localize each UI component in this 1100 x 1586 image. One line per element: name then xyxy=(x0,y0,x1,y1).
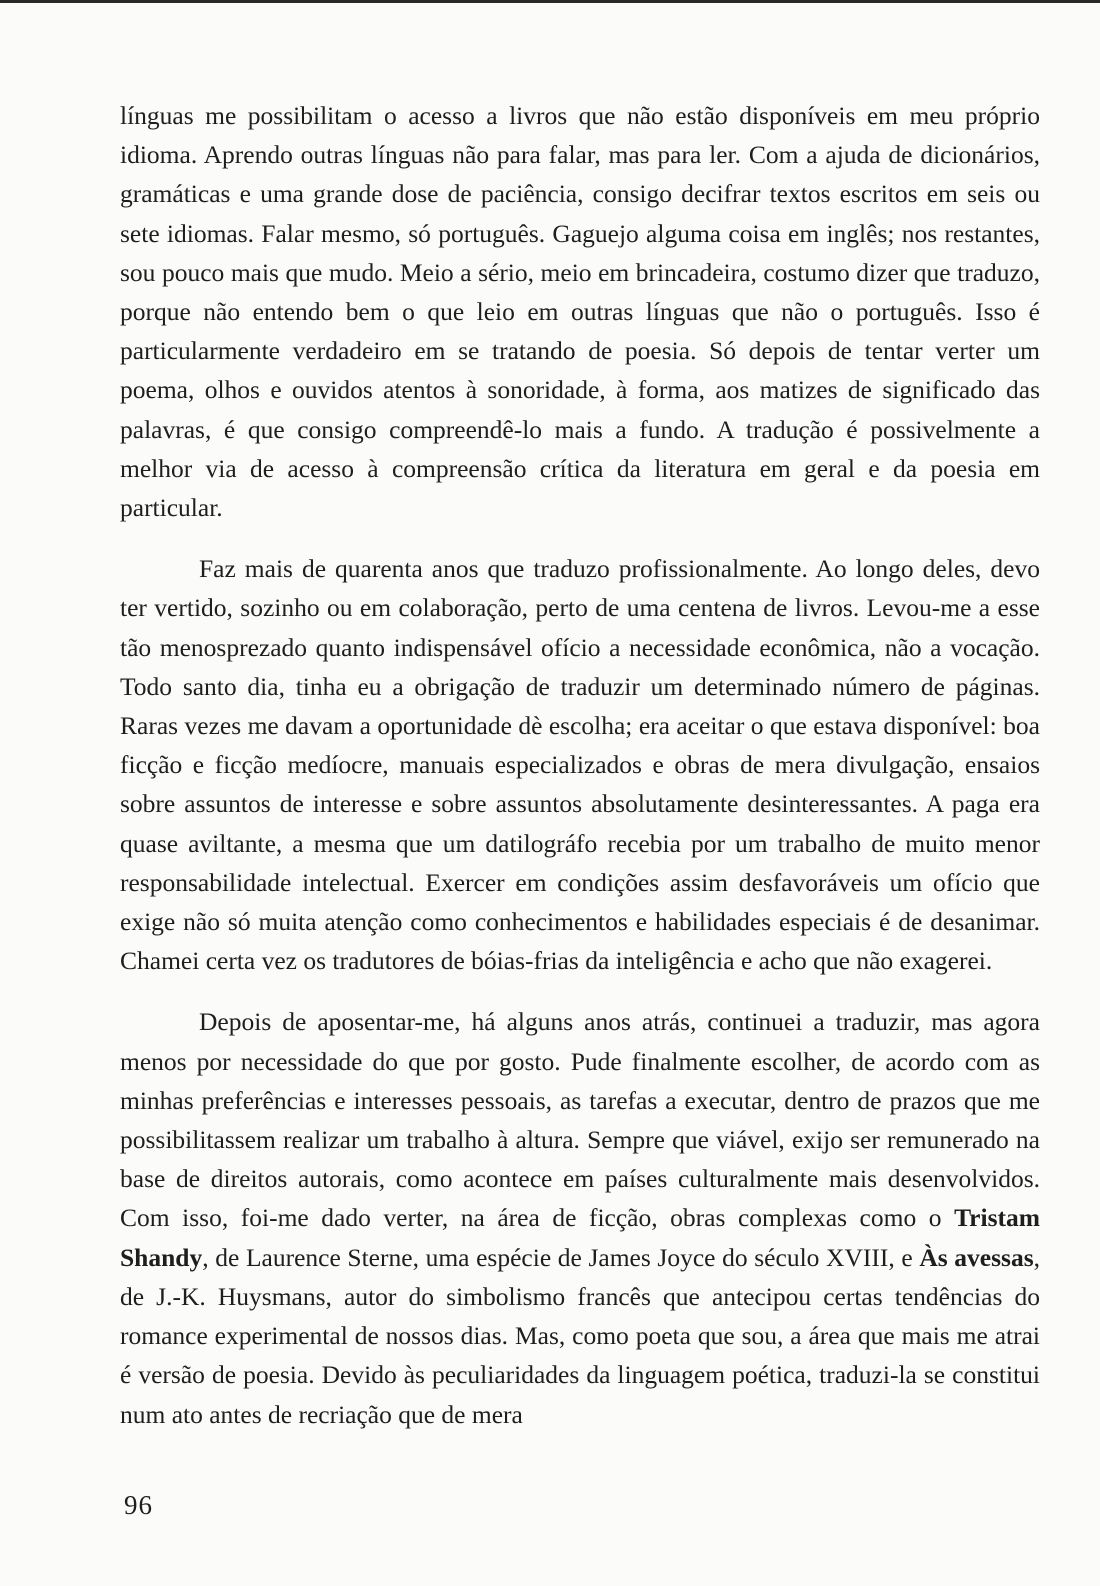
paragraph-text-segment: , de J.-K. Huysmans, autor do simbolismo francês que antecipou certas tendências do romance experimental de nossos dias. Mas, como poeta que sou, a área que mais me atrai é versão de poesia. Devido às peculiaridades da linguagem poética, traduzi-la se constitui num ato antes de recriação que de mera xyxy=(120,1242,1040,1429)
page-top-edge xyxy=(0,0,1100,3)
page-body xyxy=(120,96,1040,1434)
paragraph-professional-translation: Faz mais de quarenta anos que traduzo profissionalmente. Ao longo deles, devo ter vertido, sozinho ou em colaboração, perto de uma centena de livros. Levou-me a esse tão menosprezado quanto indispensável ofício a necessidade econômica, não a vocação. Todo santo dia, tinha eu a obrigação de traduzir um determinado número de páginas. Raras vezes me davam a oportunidade dè escolha; era aceitar o que estava disponível: boa ficção e ficção medíocre, manuais especializados e obras de mera divulgação, ensaios sobre assuntos de interesse e sobre assuntos absolutamente desinteressantes. A paga era quase aviltante, a mesma que um datilográfo recebia por um trabalho de muito menor responsabilidade intelectual. Exercer em condições assim desfavoráveis um ofício que exige não só muita atenção como conhecimentos e habilidades especiais é de desanimar. Chamei certa vez os tradutores de bóias-frias da inteligência e acho que não exagerei. xyxy=(120,554,1040,976)
paragraph-after-retirement xyxy=(120,1002,1040,1433)
book-title-tristam-shandy: Tristam Shandy xyxy=(120,1203,1040,1272)
paragraph-continued: línguas me possibilitam o acesso a livros que não estão disponíveis em meu próprio idioma. Aprendo outras línguas não para falar, mas para ler. Com a ajuda de dicionários, gramáticas e uma grande dose de paciência, consigo decifrar textos escritos em seis ou sete idiomas. Falar mesmo, só português. Gaguejo alguma coisa em inglês; nos restantes, sou pouco mais que mudo. Meio a sério, meio em brincadeira, costumo dizer que traduzo, porque não entendo bem o que leio em outras línguas que não o português. Isso é particularmente verdadeiro em se tratando de poesia. Só depois de tentar verter um poema, olhos e ouvidos atentos à sonoridade, à forma, aos matizes de significado das palavras, é que consigo compreendê-lo mais a fundo. A tradução é possivelmente a melhor via de acesso à compreensão crítica da literatura em geral e da poesia em particular. xyxy=(120,101,1040,523)
paragraph-text-segment: , de Laurence Sterne, uma espécie de James Joyce do século XVIII, e xyxy=(202,1242,920,1272)
page-number: 96 xyxy=(124,1490,153,1520)
paragraph-text-segment: Depois de aposentar-me, há alguns anos atrás, continuei a traduzir, mas agora menos por necessidade do que por gosto. Pude finalmente escolher, de acordo com as minhas preferências e interesses pessoais, as tarefas a executar, dentro de prazos que me possibilitassem realizar um trabalho à altura. Sempre que viável, exijo ser remunerado na base de direitos autorais, como acontece em países culturalmente mais desenvolvidos. Com isso, foi-me dado verter, na área de ficção, obras complexas como o xyxy=(120,1007,1040,1233)
book-title-as-avessas: Às avessas xyxy=(919,1242,1034,1272)
